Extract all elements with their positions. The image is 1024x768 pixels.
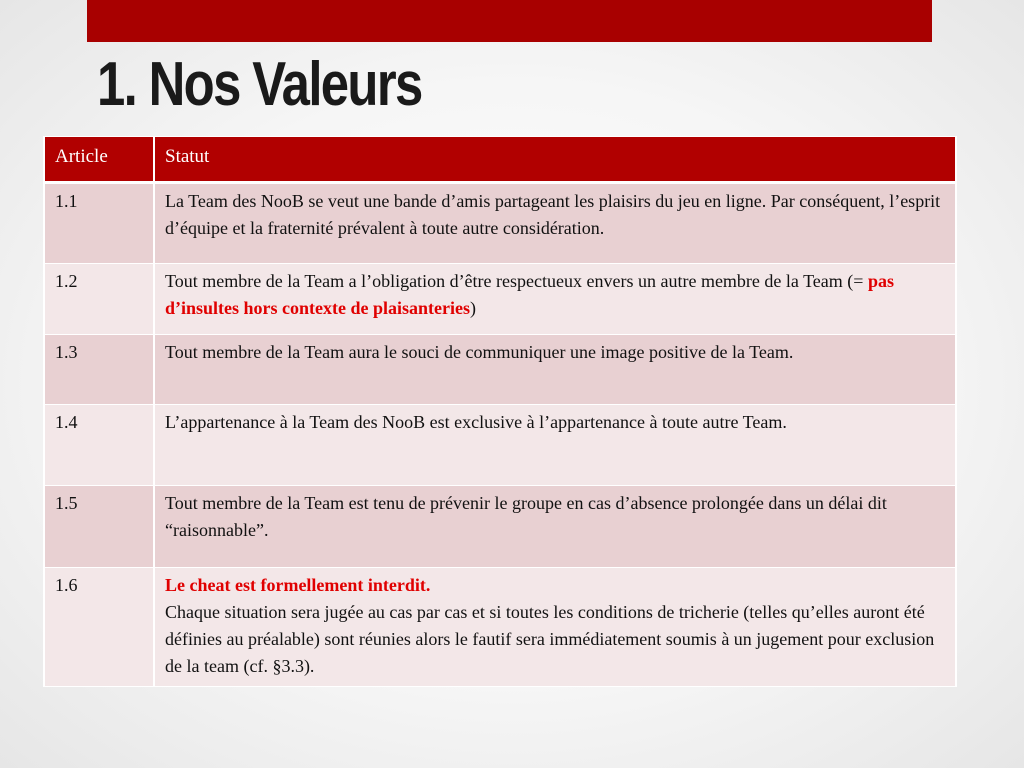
statut-text: Chaque situation sera jugée au cas par cas et si toutes les conditions de tricherie (telles qu’elles auront été définies au préalable) sont réunies alors le fautif sera immédiatement soumis à un jugement pour exclusion de la team (cf. §3.3). [165, 602, 935, 676]
table-row [44, 335, 956, 405]
table-row [44, 486, 956, 568]
statut-highlight: pas d’insultes hors contexte de plaisanteries [165, 271, 894, 318]
table-row [44, 264, 956, 335]
article-number: 1.5 [44, 486, 154, 568]
article-statut: Tout membre de la Team aura le souci de communiquer une image positive de la Team. [154, 335, 956, 405]
article-statut [154, 264, 956, 335]
header-article: Article [44, 137, 154, 183]
header-statut: Statut [154, 137, 956, 183]
statut-highlight: Le cheat est formellement interdit. [165, 575, 431, 595]
slide-title: 1. Nos Valeurs [97, 50, 422, 119]
table-header-row [44, 137, 956, 183]
table-row [44, 183, 956, 264]
article-statut [154, 568, 956, 687]
statut-text: Tout membre de la Team a l’obligation d’être respectueux envers un autre membre de la Team (= [165, 271, 868, 291]
article-statut: La Team des NooB se veut une bande d’amis partageant les plaisirs du jeu en ligne. Par conséquent, l’esprit d’équipe et la fraternité prévalent à toute autre considération. [154, 183, 956, 264]
article-number: 1.3 [44, 335, 154, 405]
table-row [44, 405, 956, 486]
article-number: 1.6 [44, 568, 154, 687]
table-row [44, 568, 956, 687]
values-table [43, 136, 957, 687]
article-number: 1.2 [44, 264, 154, 335]
article-number: 1.4 [44, 405, 154, 486]
top-accent-bar [87, 0, 932, 42]
statut-text-end: ) [470, 298, 476, 318]
article-statut: L’appartenance à la Team des NooB est exclusive à l’appartenance à toute autre Team. [154, 405, 956, 486]
article-number: 1.1 [44, 183, 154, 264]
article-statut: Tout membre de la Team est tenu de prévenir le groupe en cas d’absence prolongée dans un délai dit “raisonnable”. [154, 486, 956, 568]
